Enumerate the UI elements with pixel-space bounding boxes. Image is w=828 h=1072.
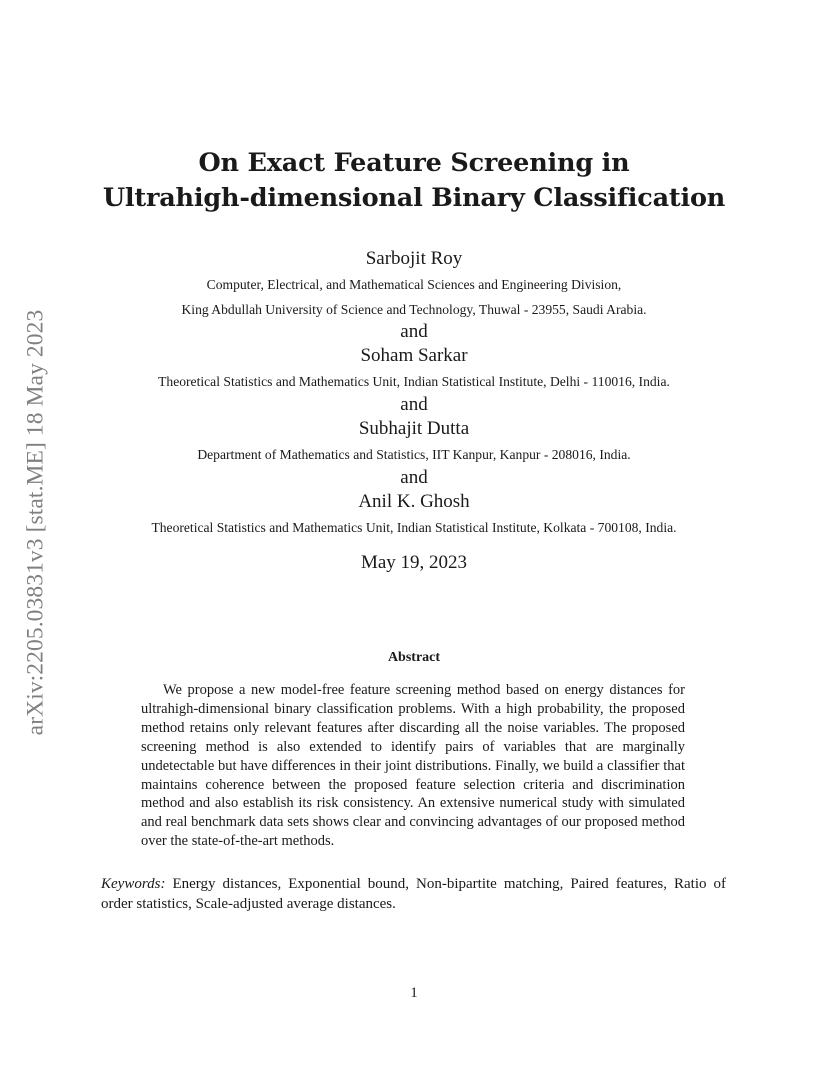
author-name-4: Anil K. Ghosh <box>358 491 470 512</box>
paper-title <box>0 146 828 216</box>
author-name-1: Sarbojit Roy <box>365 248 463 269</box>
author-name-3: Subhajit Dutta <box>358 418 470 439</box>
author-affiliation-3: Department of Mathematics and Statistics, IIT Kanpur, Kanpur - 208016, India. <box>197 447 631 462</box>
keywords <box>101 874 726 914</box>
author-affiliation-2: Theoretical Statistics and Mathematics Unit, Indian Statistical Institute, Delhi - 110016, India. <box>158 374 670 389</box>
publication-date: May 19, 2023 <box>360 552 468 573</box>
author-separator-1: and <box>400 321 428 342</box>
author-separator-3: and <box>400 467 428 488</box>
author-name-2: Soham Sarkar <box>360 345 468 366</box>
title-line-1: On Exact Feature Screening in <box>198 148 630 178</box>
title-line-2: Ultrahigh-dimensional Binary Classification <box>102 183 726 213</box>
author-affiliation-1a: Computer, Electrical, and Mathematical Sciences and Engineering Division, <box>206 277 622 292</box>
keywords-label: Keywords: <box>101 876 166 892</box>
author-separator-2: and <box>400 394 428 415</box>
abstract-text: We propose a new model-free feature screening method based on energy distances for ultrahigh-dimensional binary classification problems. With a high probability, the proposed method retains only relevant features after discarding all the noise variables. The proposed screening method is also extended to identify pairs of variables that are marginally undetectable but have differences in their joint distributions. Finally, we build a classifier that maintains coherence between the proposed feature selection criteria and discrimination method and also establish its risk consistency. An extensive numerical study with simulated and real benchmark data sets shows clear and convincing advantages of our proposed method over the state-of-the-art methods. <box>141 682 685 850</box>
abstract-heading: Abstract <box>387 650 441 665</box>
arxiv-identifier: arXiv:2205.03831v3 [stat.ME] 18 May 2023 <box>22 309 49 736</box>
page-number: 1 <box>410 985 418 1001</box>
author-affiliation-1b: King Abdullah University of Science and Technology, Thuwal - 23955, Saudi Arabia. <box>181 302 647 317</box>
keywords-text: Energy distances, Exponential bound, Non-bipartite matching, Paired features, Ratio of order statistics, Scale-adjusted average distances. <box>101 876 726 912</box>
author-affiliation-4: Theoretical Statistics and Mathematics Unit, Indian Statistical Institute, Kolkata - 700108, India. <box>151 520 677 535</box>
